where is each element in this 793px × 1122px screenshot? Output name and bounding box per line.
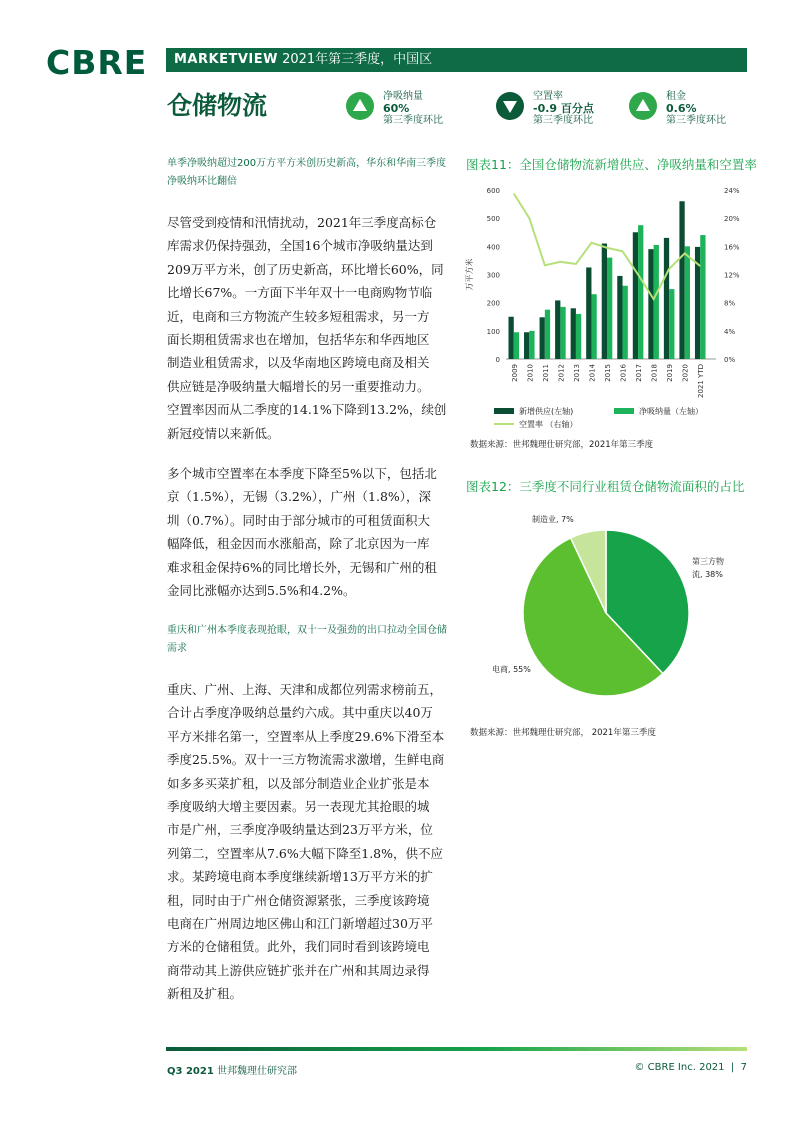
y2-tick-label: 4%	[724, 327, 736, 336]
paragraph-2	[167, 462, 452, 602]
y-tick-label: 100	[486, 327, 500, 336]
paragraph-line: 求。某跨境电商本季度继续新增13万平方米的扩	[167, 869, 433, 885]
bar-new-supply	[633, 232, 638, 359]
bar-net-absorption	[700, 235, 705, 359]
paragraph-line: 电商在广州周边地区佛山和江门新增超过30万平	[167, 916, 433, 932]
bar-new-supply	[664, 238, 669, 359]
bar-net-absorption	[560, 307, 565, 359]
chart-11-title: 图表11：全国仓储物流新增供应、净吸纳量和空置率	[466, 157, 757, 172]
y2-tick-label: 12%	[724, 271, 740, 280]
bar-net-absorption	[623, 286, 628, 359]
x-tick-label: 2016	[619, 364, 628, 382]
y-tick-label: 600	[486, 187, 500, 195]
bar-new-supply	[555, 300, 560, 359]
kpi-label: 净吸纳量	[383, 91, 423, 102]
footer-dept: 世邦魏理仕研究部	[216, 1066, 297, 1077]
paragraph-line: 库需求仍保持强劲，全国16个城市净吸纳量达到	[167, 238, 433, 254]
y-tick-label: 300	[486, 271, 500, 280]
bar-new-supply	[540, 317, 545, 359]
chart-12-title: 图表12：三季度不同行业租赁仓储物流面积的占比	[466, 479, 745, 494]
paragraph-line: 新租及扩租。	[167, 986, 243, 1002]
bar-net-absorption	[514, 332, 519, 359]
bar-net-absorption	[607, 258, 612, 359]
paragraph-line: 列第二，空置率从7.6%大幅下降至1.8%，供不应	[167, 845, 444, 861]
x-tick-label: 2019	[666, 364, 675, 382]
y-axis-label: 万平方米	[465, 258, 474, 291]
bar-net-absorption	[576, 314, 581, 359]
chart-11-combo	[458, 178, 758, 458]
x-tick-label: 2013	[572, 364, 581, 382]
legend-label: 新增供应(左轴)	[519, 407, 574, 416]
paragraph-line: 金同比涨幅亦达到5.5%和4.2%。	[167, 583, 356, 599]
paragraph-line: 季度吸纳大增主要因素。另一表现尤其抢眼的城	[167, 799, 430, 815]
paragraph-3	[167, 678, 452, 1006]
y-tick-label: 400	[486, 243, 500, 252]
kpi-value: 60%	[383, 102, 410, 115]
y2-tick-label: 0%	[724, 356, 736, 364]
bar-new-supply	[571, 308, 576, 359]
bar-net-absorption	[638, 225, 643, 359]
bar-net-absorption	[654, 245, 659, 359]
subhead-1: 单季净吸纳超过200万方平方米创历史新高，华东和华南三季度净吸纳环比翻倍	[167, 158, 447, 187]
bar-new-supply	[648, 249, 653, 359]
pie-label-3pl: 第三方物流, 38%	[692, 557, 724, 579]
up-arrow-icon	[345, 91, 375, 121]
bar-net-absorption	[529, 331, 534, 359]
kpi-value: -0.9 百分点	[533, 102, 594, 115]
legend-label: 空置率 （右轴）	[519, 420, 578, 429]
legend-swatch	[494, 408, 514, 414]
paragraph-line: 难求租金保持6%的同比增长外，无锡和广州的租	[167, 559, 437, 575]
period-label: 2021年第三季度，中国区	[282, 52, 433, 67]
page-title: 仓储物流	[167, 91, 268, 120]
bar-new-supply	[602, 244, 607, 359]
paragraph-line: 209万平方米，创了历史新高，环比增长60%，同	[167, 261, 444, 277]
x-tick-label: 2011	[541, 364, 550, 382]
x-tick-label: 2010	[526, 364, 535, 382]
y-tick-label: 200	[486, 299, 500, 308]
footer-left	[167, 1062, 297, 1077]
bar-net-absorption	[685, 246, 690, 359]
kpi-label: 空置率	[533, 91, 563, 102]
x-tick-label: 2018	[650, 364, 659, 382]
x-tick-label: 2009	[510, 364, 519, 382]
paragraph-line: 京（1.5%），无锡（3.2%），广州（1.8%），深	[167, 489, 432, 505]
bar-new-supply	[679, 201, 684, 359]
paragraph-line: 幅降低，租金因而水涨船高，除了北京因为一库	[167, 536, 430, 552]
page-number: 7	[740, 1062, 747, 1073]
chart-12-source: 数据来源：世邦魏理仕研究部， 2021年第三季度	[470, 728, 656, 738]
y2-tick-label: 20%	[724, 215, 740, 224]
footer-divider	[166, 1047, 747, 1051]
paragraph-line: 制造业租赁需求，以及华南地区跨境电商及相关	[167, 355, 430, 371]
y2-tick-label: 24%	[724, 187, 740, 195]
paragraph-line: 多个城市空置率在本季度下降至5%以下，包括北	[167, 466, 437, 481]
paragraph-1	[167, 211, 452, 445]
x-tick-label: 2015	[604, 364, 612, 382]
down-arrow-icon	[495, 91, 525, 121]
kpi-sub: 第三季度环比	[383, 115, 443, 126]
bar-net-absorption	[669, 289, 674, 359]
footer-right	[634, 1062, 747, 1073]
x-tick-label: 2021 YTD	[697, 364, 706, 398]
kpi-label: 租金	[666, 91, 686, 102]
x-tick-label: 2014	[588, 364, 597, 382]
paragraph-line: 租，同时由于广州仓储资源紧张，三季度该跨境	[167, 892, 430, 908]
chart-12-pie	[458, 500, 748, 700]
paragraph-line: 供应链是净吸纳量大幅增长的另一重要推动力。	[167, 378, 430, 394]
paragraph-line: 尽管受到疫情和汛情扰动，2021年三季度高标仓	[167, 215, 437, 230]
bar-new-supply	[586, 267, 591, 359]
bar-new-supply	[617, 276, 622, 359]
paragraph-line: 方米的仓储租赁。此外，我们同时看到该跨境电	[167, 939, 430, 955]
paragraph-line: 季度25.5%。双十一三方物流需求激增，生鲜电商	[167, 752, 445, 768]
pie-label-ecommerce: 电商, 55%	[492, 665, 531, 674]
y2-tick-label: 8%	[724, 299, 736, 308]
paragraph-line: 圳（0.7%）。同时由于部分城市的可租赁面积大	[167, 512, 431, 528]
footer-quarter: Q3 2021	[167, 1066, 214, 1077]
paragraph-line: 近，电商和三方物流产生较多短租需求，另一方	[167, 308, 430, 324]
paragraph-line: 空置率因而从二季度的14.1%下降到13.2%，续创	[167, 402, 447, 418]
x-tick-label: 2017	[635, 364, 644, 382]
cbre-logo: CBRE	[46, 43, 148, 82]
y-tick-label: 0	[495, 356, 500, 364]
kpi-sub: 第三季度环比	[666, 115, 726, 126]
legend-swatch	[614, 408, 634, 414]
bar-net-absorption	[545, 310, 550, 359]
marketview-header-bar	[166, 48, 747, 72]
x-tick-label: 2012	[557, 364, 566, 382]
paragraph-line: 如多多买菜扩租，以及部分制造业企业扩张是本	[167, 775, 430, 791]
legend-label: 净吸纳量（左轴）	[639, 407, 703, 416]
up-arrow-icon	[628, 91, 658, 121]
subhead-2: 重庆和广州本季度表现抢眼，双十一及强劲的出口拉动全国仓储需求	[167, 625, 447, 654]
pie-label-manufacturing: 制造业, 7%	[532, 515, 574, 524]
y-tick-label: 500	[486, 215, 500, 224]
paragraph-line: 面长期租赁需求也在增加，包括华东和华西地区	[167, 332, 430, 348]
bar-new-supply	[508, 317, 513, 359]
x-tick-label: 2020	[681, 364, 690, 382]
paragraph-line: 平方米排名第一，空置率从上季度29.6%下滑至本	[167, 728, 445, 744]
bar-new-supply	[524, 332, 529, 359]
footer-copyright: © CBRE Inc. 2021	[634, 1062, 725, 1073]
paragraph-line: 市是广州，三季度净吸纳量达到23万平方米，位	[167, 822, 433, 838]
brand-label: MARKETVIEW	[174, 52, 278, 67]
paragraph-line: 商带动其上游供应链扩张并在广州和其周边录得	[167, 962, 430, 978]
chart-11-source: 数据来源：世邦魏理仕研究部，2021年第三季度	[470, 440, 654, 450]
kpi-value: 0.6%	[666, 102, 697, 115]
paragraph-line: 重庆、广州、上海、天津和成都位列需求榜前五，	[167, 682, 443, 697]
kpi-sub: 第三季度环比	[533, 115, 593, 126]
bar-net-absorption	[591, 294, 596, 359]
y2-tick-label: 16%	[724, 243, 740, 252]
paragraph-line: 新冠疫情以来新低。	[167, 425, 280, 441]
paragraph-line: 合计占季度净吸纳总量约六成。其中重庆以40万	[167, 705, 433, 721]
paragraph-line: 比增长67%。一方面下半年双十一电商购物节临	[167, 285, 433, 301]
footer-separator: |	[730, 1062, 735, 1073]
